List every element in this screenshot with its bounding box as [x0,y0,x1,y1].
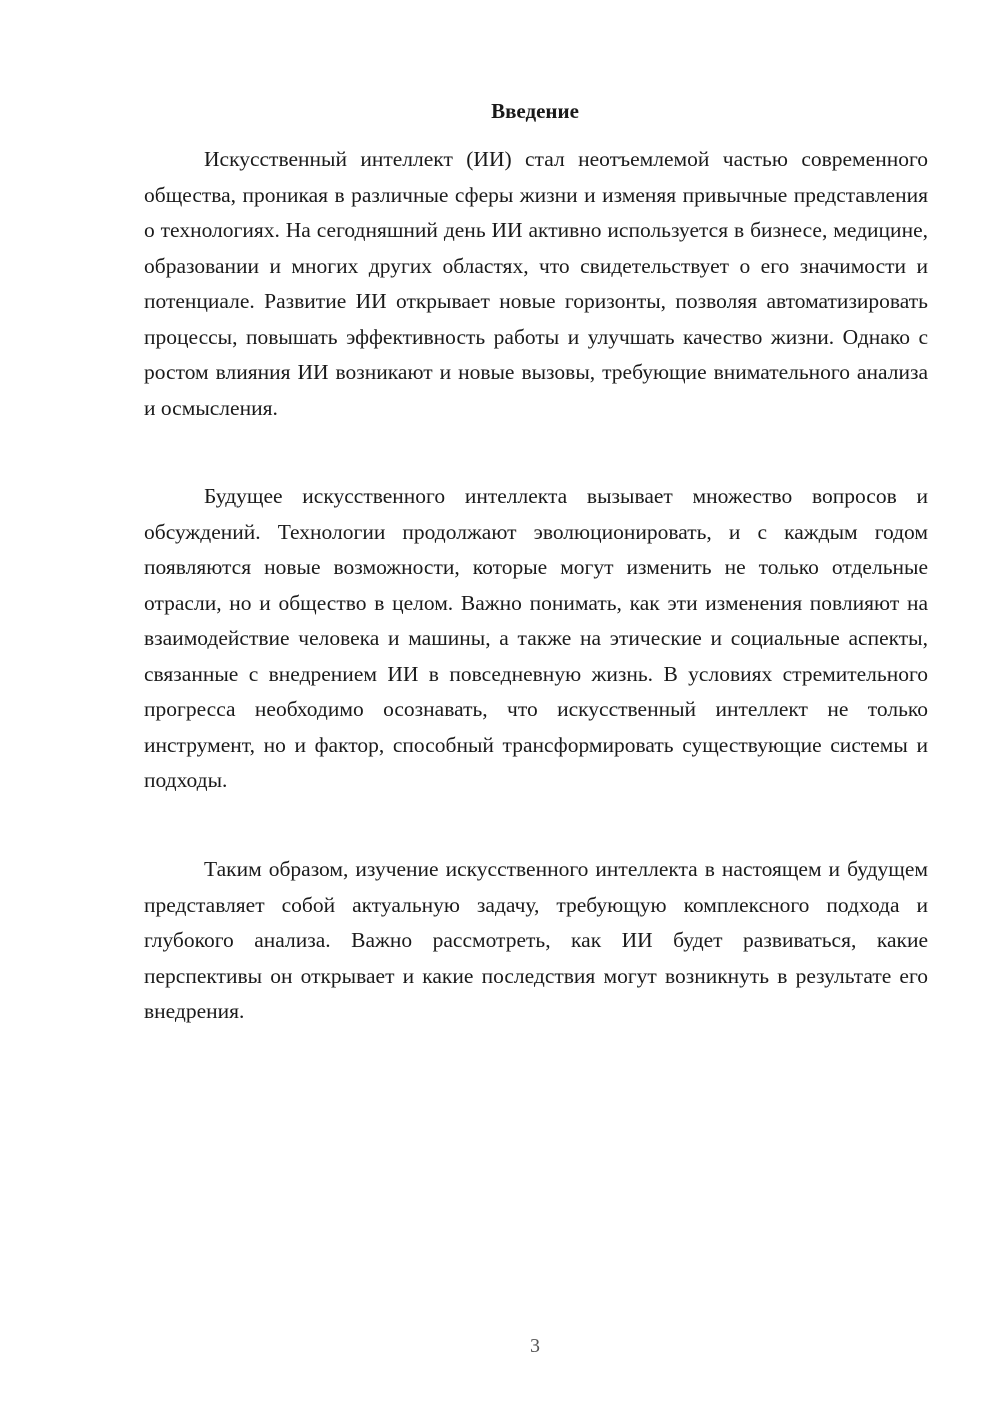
paragraph-introduction: Искусственный интеллект (ИИ) стал неотъемлемой частью современного общества, проникая в различные сферы жизни и изменяя привычные представления о технологиях. На сегодняшний день ИИ активно используется в бизнесе, медицине, образовании и многих других областях, что свидетельствует о его значимости и потенциале. Развитие ИИ открывает новые горизонты, позволяя автоматизировать процессы, повышать эффективность работы и улучшать качество жизни. Однако с ростом влияния ИИ возникают и новые вызовы, требующие внимательного анализа и осмысления. [144,147,928,420]
page-number: 3 [530,1335,540,1357]
paragraph-future: Будущее искусственного интеллекта вызывает множество вопросов и обсуждений. Технологии продолжают эволюционировать, и с каждым годом появляются новые возможности, которые могут изменить не только отдельные отрасли, но и общество в целом. Важно понимать, как эти изменения повлияют на взаимодействие человека и машины, а также на этические и социальные аспекты, связанные с внедрением ИИ в повседневную жизнь. В условиях стремительного прогресса необходимо осознавать, что искусственный интеллект не только инструмент, но и фактор, способный трансформировать существующие системы и подходы. [144,484,928,792]
paragraph-conclusion: Таким образом, изучение искусственного интеллекта в настоящем и будущем представляет собой актуальную задачу, требующую комплексного подхода и глубокого анализа. Важно рассмотреть, как ИИ будет развиваться, какие перспективы он открывает и какие последствия могут возникнуть в результате его внедрения. [144,857,928,1023]
section-heading: Введение [491,99,579,123]
